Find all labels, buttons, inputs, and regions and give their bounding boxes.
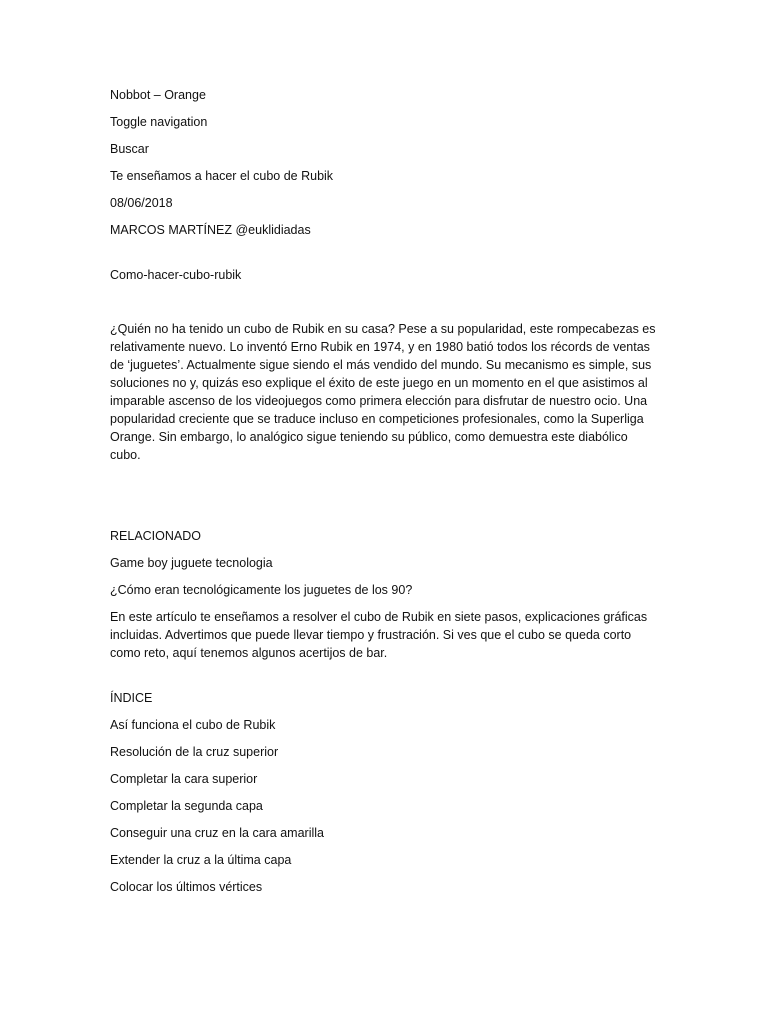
document-page (110, 86, 658, 905)
article-author[interactable]: MARCOS MARTÍNEZ @euklidiadas (110, 223, 311, 237)
index-item[interactable]: Conseguir una cruz en la cara amarilla (110, 826, 324, 840)
index-list (110, 716, 658, 896)
index-heading: ÍNDICE (110, 691, 153, 705)
search-link[interactable]: Buscar (110, 142, 149, 156)
index-item[interactable]: Completar la cara superior (110, 772, 258, 786)
index-item[interactable]: Resolución de la cruz superior (110, 745, 279, 759)
index-item[interactable]: Extender la cruz a la última capa (110, 853, 292, 867)
second-paragraph: En este artículo te enseñamos a resolver el cubo de Rubik en siete pasos, explicaciones gráficas incluidas. Advertimos que puede llevar tiempo y frustración. Si ves que el cubo se queda corto como reto, aquí tenemos algunos acertijos de bar. (110, 610, 648, 660)
related-heading: RELACIONADO (110, 529, 201, 543)
intro-paragraph: ¿Quién no ha tenido un cubo de Rubik en su casa? Pese a su popularidad, este rompecabezas es relativamente nuevo. Lo inventó Erno Rubik en 1974, y en 1980 batió todos los récords de ventas de ‘juguetes’. Actualmente sigue siendo el más vendido del mundo. Su mecanismo es simple, sus soluciones no y, quizás eso explique el éxito de este juego en un momento en el que asistimos al imparable ascenso de los videojuegos como primera elección para disfrutar de nuestro ocio. Una popularidad creciente que se traduce incluso en competiciones profesionales, como la Superliga Orange. Sin embargo, lo analógico sigue teniendo su público, como demuestra este diabólico cubo. (110, 322, 656, 462)
related-link-game-boy[interactable]: Game boy juguete tecnologia (110, 556, 273, 570)
related-link-juguetes-90[interactable]: ¿Cómo eran tecnológicamente los juguetes de los 90? (110, 583, 413, 597)
toggle-navigation-link[interactable]: Toggle navigation (110, 115, 208, 129)
site-title[interactable]: Nobbot – Orange (110, 88, 206, 102)
article-title: Te enseñamos a hacer el cubo de Rubik (110, 169, 334, 183)
image-caption: Como-hacer-cubo-rubik (110, 268, 242, 282)
index-item[interactable]: Colocar los últimos vértices (110, 880, 263, 894)
article-date: 08/06/2018 (110, 196, 173, 210)
index-item[interactable]: Completar la segunda capa (110, 799, 263, 813)
index-item[interactable]: Así funciona el cubo de Rubik (110, 718, 276, 732)
